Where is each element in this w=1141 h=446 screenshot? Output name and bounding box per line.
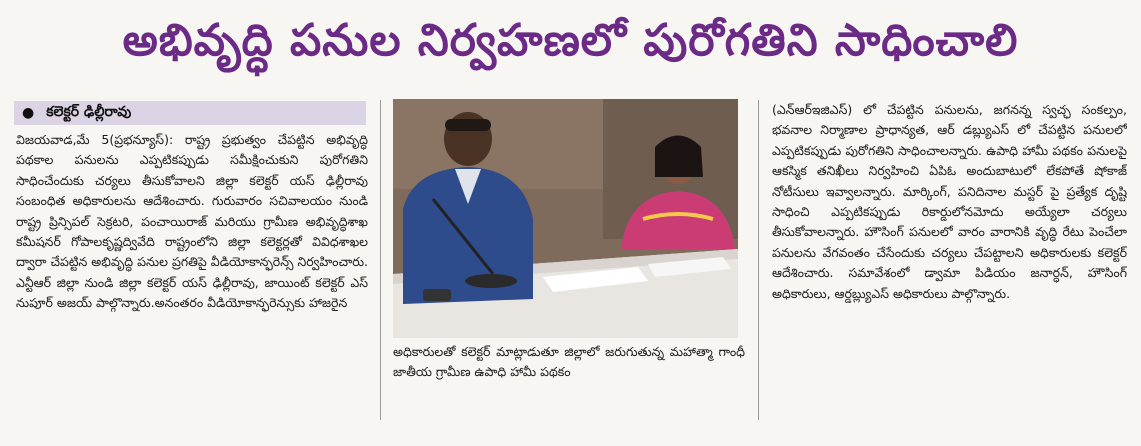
bullet-icon: ● <box>22 105 35 121</box>
byline-text: కలెక్టర్ ఢిల్లీరావు <box>46 103 132 120</box>
article-column-1 <box>16 130 368 422</box>
photo-caption: అధికారులతో కలెక్టర్ మాట్లాడుతూ జిల్లాలో జరుగుతున్న మహాత్మా గాంధీ జాతీయ గ్రామీణ ఉపాధి హామీ పథకం <box>393 344 745 380</box>
article-text-3: (ఎన్ఆర్ఇజిఎస్) లో చేపట్టిన పనులను, జగనన్న స్వచ్ఛ సంకల్పం, భవనాల నిర్మాణాల ప్రాధాన్యత, ఆర్ డబ్ల్యుఎస్ లో చేపట్టిన పనులలో ఎప్పటికప్పుడు పురోగతిని సాధించాలన్నారు. ఉపాధి హామీ పథకం పనులపై ఆకస్మిక తనిఖీలు నిర్వహించి ఏపిఓ అందుబాటులో లేకపోతే షోకాజ్ నోటీసులు ఇవ్వాలన్నారు. మార్కింగ్, పనిదినాల మస్టర్ పై ప్రత్యేక దృష్టి సాధించి ఎప్పటికప్పుడు రికార్డులోనమోదు అయ్యేలా చర్యలు తీసుకోవాలన్నారు. హౌసింగ్ పనులలో వారం వారానికి వృద్ధి రేటు పెంచేలా పనులను వేగవంతం చేసేందుకు చర్యలు చేపట్టాలని అధికారులకు కలెక్టర్ ఆదేశించారు. సమావేశంలో డ్వామా పిడియం జనార్ధన్, హౌసింగ్ అధికారులు, ఆర్డబ్ల్యుఎస్ అధికారులు పాల్గొన్నారు. <box>772 102 1127 301</box>
column-divider <box>380 100 381 420</box>
article-text-1: విజయవాడ,మే 5(ప్రభన్యూస్): రాష్ట్ర ప్రభుత్వం చేపట్టిన అభివృద్ధి పథకాల పనులను ఎప్పటికప్పుడు సమీక్షించుకుని పురోగతిని సాధించేందుకు చర్యలు తీసుకోవాలని జిల్లా కలెక్టర్ యస్ ఢిల్లీరావు సంబంధిత అధికారులను ఆదేశించారు. గురువారం సచివాలయం నుండి రాష్ట్ర ప్రిన్సిపల్ సెక్రటరి, పంచాయిరాజ్ మరియు గ్రామీణ అభివృద్ధిశాఖ కమీషనర్ గోపాలకృష్ణద్వివేది రాష్ట్రంలోని జిల్లా కలెక్టర్లతో వివిధశాఖల ద్వారా చేపట్టిన అభివృద్ధి పనుల ప్రగతిపై వీడియోకాన్ఫరెన్స్ నిర్వహించారు. ఎన్టీఆర్ జిల్లా నుండి జిల్లా కలెక్టర్ యస్ ఢిల్లీరావు, జాయింట్ కలెక్టర్ ఎస్ నుపూర్ అజయ్ పాల్గొన్నారు.అనంతరం వీడియోకాన్ఫరెన్సుకు హాజరైన <box>16 132 368 311</box>
byline <box>14 101 366 125</box>
headline: అభివృద్ధి పనుల నిర్వహణలో పురోగతిని సాధించాలి <box>122 15 1019 66</box>
article-column-3 <box>772 100 1127 400</box>
column-divider <box>758 100 759 420</box>
news-photo <box>393 99 738 338</box>
